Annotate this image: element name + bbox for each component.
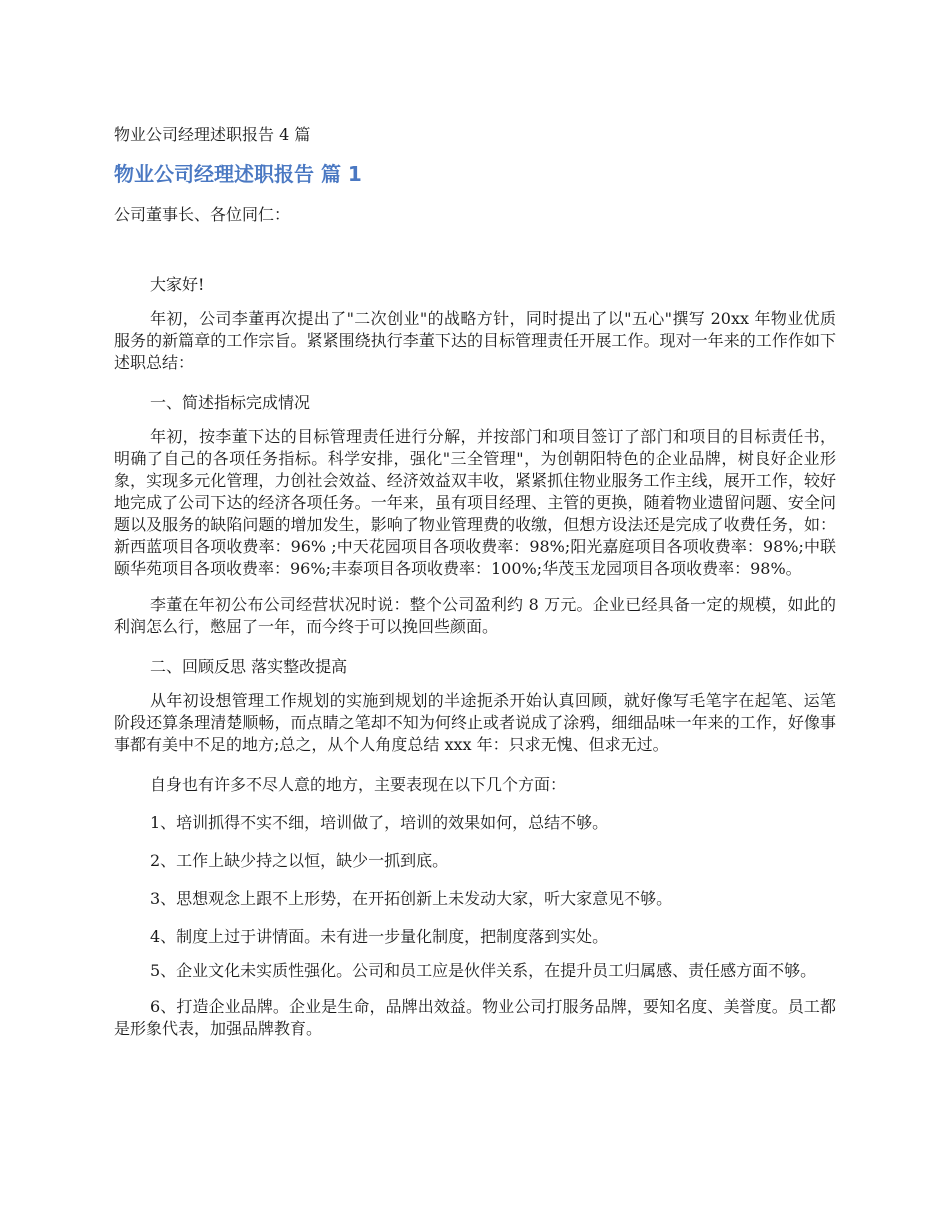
body-paragraph: 自身也有许多不尽人意的地方，主要表现在以下几个方面： bbox=[150, 775, 567, 794]
list-item: 2、工作上缺少持之以恒，缺少一抓到底。 bbox=[150, 851, 449, 870]
salutation: 公司董事长、各位同仁： bbox=[114, 205, 291, 224]
document-title: 物业公司经理述职报告 4 篇 bbox=[114, 125, 311, 144]
greeting-paragraph: 大家好! bbox=[150, 275, 205, 294]
section-heading: 物业公司经理述职报告 篇 1 bbox=[114, 162, 362, 186]
list-item: 4、制度上过于讲情面。未有进一步量化制度，把制度落到实处。 bbox=[150, 927, 609, 946]
body-paragraph: 从年初设想管理工作规划的实施到规划的半途扼杀开始认真回顾，就好像写毛笔字在起笔、运笔阶段还算条理清楚顺畅，而点睛之笔却不知为何终止或者说成了涂鸦，细细品味一年来的工作，好像事事都有美中不足的地方;总之，从个人角度总结 xxx 年：只求无愧、但求无过。 bbox=[114, 691, 836, 754]
subheading-review: 二、回顾反思 落实整改提高 bbox=[150, 657, 348, 676]
body-paragraph: 年初，按李董下达的目标管理责任进行分解，并按部门和项目签订了部门和项目的目标责任书，明确了自己的各项任务指标。科学安排，强化"三全管理"，为创朝阳特色的企业品牌，树良好企业形象，实现多元化管理，力创社会效益、经济效益双丰收，紧紧抓住物业服务工作主线，展开工作，较好地完成了公司下达的经济各项任务。一年来，虽有项目经理、主管的更换，随着物业遗留问题、安全问题以及服务的缺陷问题的增加发生，影响了物业管理费的收缴，但想方设法还是完成了收费任务，如：新西蓝项目各项收费率：96% ;中天花园项目各项收费率：98%;阳光嘉庭项目各项收费率：98%;中联颐华苑项目各项收费率：96%;丰泰项目各项收费率：100%;华茂玉龙园项目各项收费率：98%。 bbox=[114, 427, 836, 578]
list-item: 6、打造企业品牌。企业是生命，品牌出效益。物业公司打服务品牌，要知名度、美誉度。员工都是形象代表，加强品牌教育。 bbox=[114, 997, 836, 1038]
body-paragraph: 李董在年初公布公司经营状况时说：整个公司盈利约 8 万元。企业已经具备一定的规模，如此的利润怎么行，憋屈了一年，而今终于可以挽回些颜面。 bbox=[114, 595, 836, 636]
list-item: 3、思想观念上跟不上形势，在开拓创新上未发动大家，听大家意见不够。 bbox=[150, 889, 673, 908]
list-item: 1、培训抓得不实不细，培训做了，培训的效果如何，总结不够。 bbox=[150, 813, 609, 832]
list-item: 5、企业文化未实质性强化。公司和员工应是伙伴关系，在提升员工归属感、责任感方面不够。 bbox=[150, 961, 817, 980]
intro-paragraph: 年初，公司李董再次提出了"二次创业"的战略方针，同时提出了以"五心"撰写 20xx 年物业优质服务的新篇章的工作宗旨。紧紧围绕执行李董下达的目标管理责任开展工作。现对一年来的工作作如下述职总结： bbox=[114, 309, 836, 372]
document-page bbox=[114, 120, 836, 1054]
subheading-indicators: 一、简述指标完成情况 bbox=[150, 393, 311, 412]
